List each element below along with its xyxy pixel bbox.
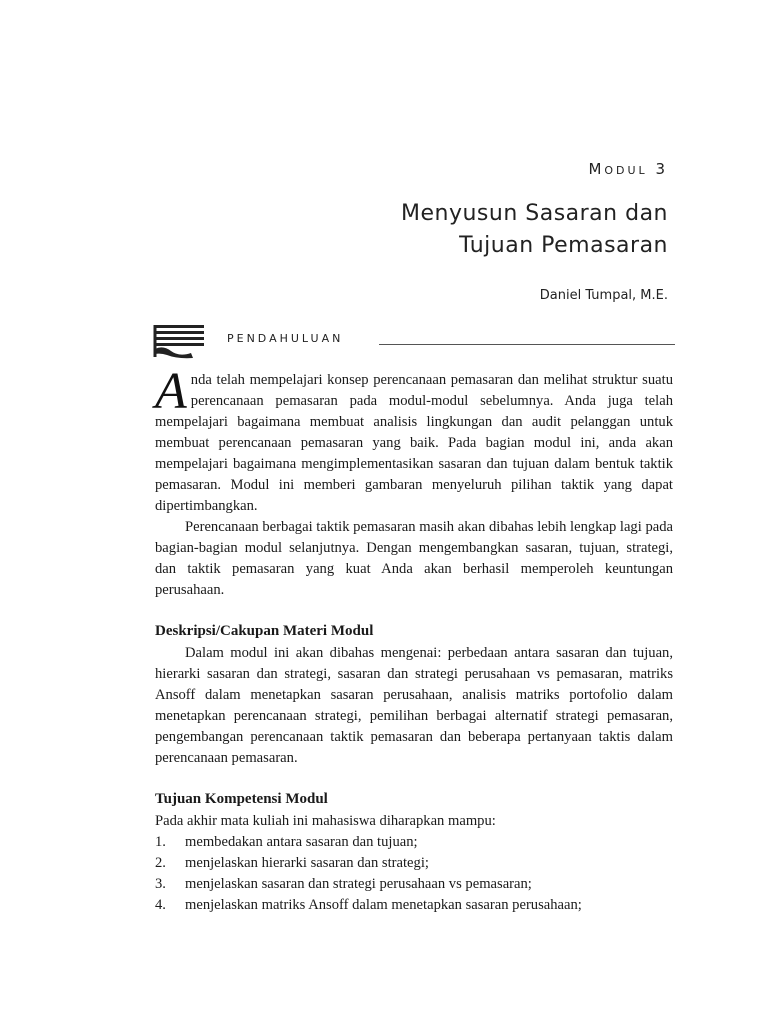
deskripsi-paragraph: Dalam modul ini akan dibahas mengenai: perbedaan antara sasaran dan tujuan, hierarki sasaran dan strategi, sasaran dan strategi perusahaan vs pemasaran, matriks Ansoff dalam menetapkan sasaran perusahaan, analisis matriks portofolio dalam menetapkan perencanaan strategi, pemilihan berbagai alternatif strategi pemasaran, pengembangan perencanaan taktik pemasaran dan beberapa pertanyaan taktis dalam perencanaan pemasaran. bbox=[155, 645, 673, 766]
main-content bbox=[155, 363, 673, 916]
intro-heading: PENDAHULUAN bbox=[227, 332, 344, 345]
tujuan-heading: Tujuan Kompetensi Modul bbox=[155, 791, 328, 807]
heading-rule bbox=[379, 344, 675, 345]
drop-cap: A bbox=[155, 363, 187, 420]
tujuan-list bbox=[155, 832, 673, 916]
page-title bbox=[401, 198, 668, 262]
intro-paragraph-2: Perencanaan berbagai taktik pemasaran masih akan dibahas lebih lengkap lagi pada bagian-bagian modul selanjutnya. Dengan mengembangkan sasaran, tujuan, strategi, dan taktik pemasaran yang kuat Anda akan berhasil memperoleh keuntungan perusahaan. bbox=[155, 519, 673, 598]
intro-paragraph-1-text: nda telah mempelajari konsep perencanaan pemasaran dan melihat struktur suatu perencanaan pemasaran pada modul-modul sebelumnya. Anda juga telah mempelajari bagaimana membuat analisis lingkungan dan audit pelanggan untuk membuat perencanaan pemasaran yang baik. Pada bagian modul ini, anda akan mempelajari bagaimana mengimplementasikan sasaran dan tujuan dalam bentuk taktik pemasaran. Modul ini memberi gambaran menyeluruh pilihan taktik yang dapat dipertimbangkan. bbox=[155, 372, 673, 514]
title-line-1: Menyusun Sasaran dan bbox=[400, 201, 668, 226]
book-icon bbox=[153, 323, 215, 359]
title-line-2: Tujuan Pemasaran bbox=[459, 233, 668, 258]
list-item-number: 4. bbox=[155, 897, 166, 913]
tujuan-lead: Pada akhir mata kuliah ini mahasiswa diharapkan mampu: bbox=[155, 813, 496, 829]
list-item bbox=[155, 853, 673, 874]
list-item-text: menjelaskan hierarki sasaran dan strategi; bbox=[185, 855, 429, 871]
intro-paragraph-1 bbox=[155, 363, 673, 517]
list-item-text: membedakan antara sasaran dan tujuan; bbox=[185, 834, 418, 850]
list-item-number: 1. bbox=[155, 834, 166, 850]
list-item-text: menjelaskan matriks Ansoff dalam menetapkan sasaran perusahaan; bbox=[185, 897, 582, 913]
list-item bbox=[155, 874, 673, 895]
module-label: Modul 3 bbox=[588, 160, 668, 178]
list-item-number: 3. bbox=[155, 876, 166, 892]
intro-section-header bbox=[153, 323, 675, 359]
list-item-number: 2. bbox=[155, 855, 166, 871]
list-item bbox=[155, 832, 673, 853]
list-item bbox=[155, 895, 673, 916]
list-item-text: menjelaskan sasaran dan strategi perusahaan vs pemasaran; bbox=[185, 876, 532, 892]
author: Daniel Tumpal, M.E. bbox=[539, 288, 668, 303]
deskripsi-heading: Deskripsi/Cakupan Materi Modul bbox=[155, 623, 374, 639]
